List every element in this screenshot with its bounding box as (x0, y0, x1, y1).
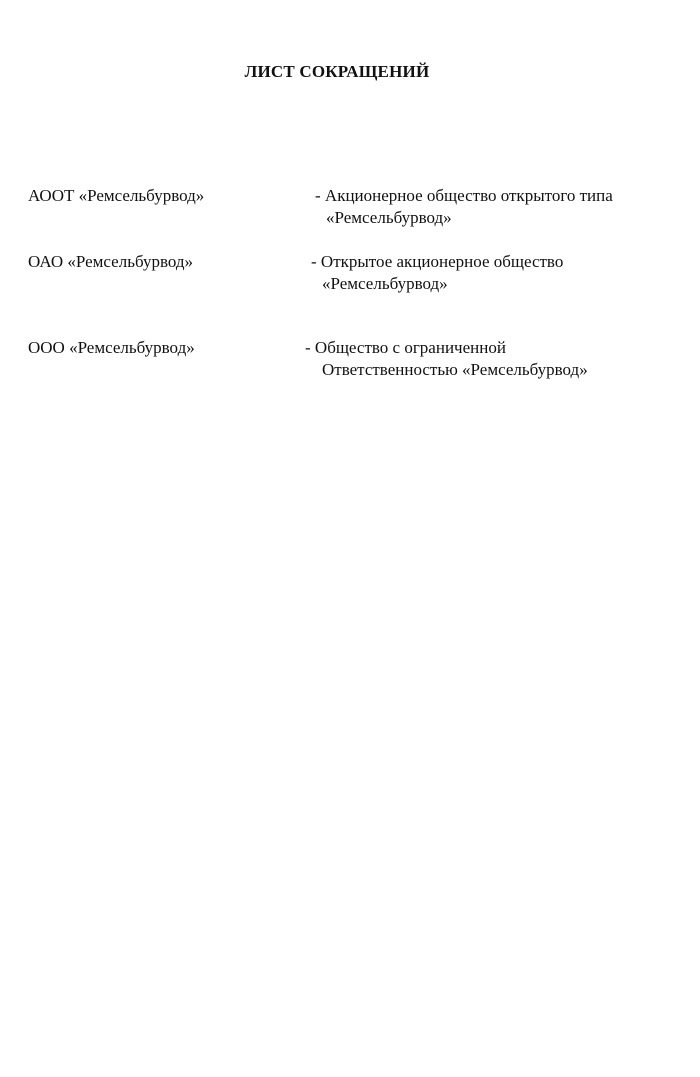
definition-aoot (315, 185, 613, 229)
definition-oao-line2: «Ремсельбурвод» (322, 274, 448, 293)
abbreviation-aoot: АООТ «Ремсельбурвод» (28, 186, 205, 205)
definition-ooo-line2: Ответственностью «Ремсельбурвод» (322, 360, 588, 379)
definition-oao-line1: - Открытое акционерное общество (311, 252, 564, 271)
abbreviation-ooo: ООО «Ремсельбурвод» (28, 338, 195, 357)
abbreviation-oao: ОАО «Ремсельбурвод» (28, 252, 194, 271)
definition-ooo (305, 337, 588, 381)
definition-aoot-line2: «Ремсельбурвод» (326, 208, 452, 227)
page-title: ЛИСТ СОКРАЩЕНИЙ (244, 62, 430, 81)
definition-oao (311, 251, 563, 295)
definition-aoot-line1: - Акционерное общество открытого типа (315, 186, 613, 205)
definition-ooo-line1: - Общество с ограниченной (305, 338, 506, 357)
